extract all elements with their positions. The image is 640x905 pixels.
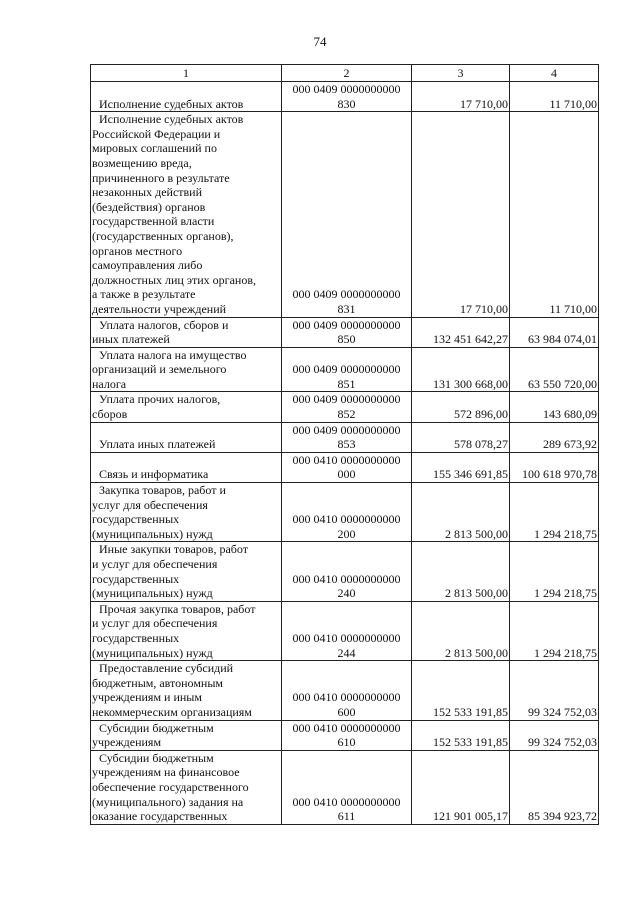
row-code-line: 000 0410 0000000000 bbox=[292, 571, 401, 586]
row-value-col4: 63 984 074,01 bbox=[510, 317, 599, 347]
table-row bbox=[91, 542, 599, 601]
row-name-line: услуг для обеспечения bbox=[92, 497, 208, 512]
row-value-col4: 85 394 923,72 bbox=[510, 750, 599, 824]
row-code-line: 610 bbox=[337, 735, 356, 750]
row-name-line: налога bbox=[92, 376, 127, 391]
table-row bbox=[91, 483, 599, 542]
table-row bbox=[91, 750, 599, 824]
column-header: 1 bbox=[91, 65, 282, 82]
row-code-cell bbox=[282, 392, 412, 422]
row-name-cell bbox=[91, 452, 282, 482]
row-name-line: иных платежей bbox=[92, 332, 170, 347]
row-name-line: Субсидии бюджетным bbox=[99, 720, 214, 735]
row-name-line: незаконных действий bbox=[92, 185, 203, 200]
row-value-col3: 17 710,00 bbox=[412, 82, 510, 112]
row-name-line: государственных bbox=[92, 630, 180, 645]
row-name-line: самоуправления либо bbox=[92, 258, 203, 273]
row-code-line: 000 0409 0000000000 bbox=[292, 317, 401, 332]
row-name-cell bbox=[91, 82, 282, 112]
row-code-line: 000 0410 0000000000 bbox=[292, 630, 401, 645]
row-name-cell bbox=[91, 112, 282, 317]
row-code-cell bbox=[282, 750, 412, 824]
row-name-line: органов местного bbox=[92, 243, 183, 258]
row-code-line: 200 bbox=[337, 526, 356, 541]
row-code-line: 830 bbox=[337, 96, 356, 111]
row-value-col4: 143 680,09 bbox=[510, 392, 599, 422]
row-name-cell bbox=[91, 661, 282, 720]
row-name-line: государственных bbox=[92, 571, 180, 586]
row-value-col3: 2 813 500,00 bbox=[412, 483, 510, 542]
table-row bbox=[91, 112, 599, 317]
row-name-cell bbox=[91, 483, 282, 542]
table-row bbox=[91, 317, 599, 347]
table-row bbox=[91, 452, 599, 482]
row-code-line: 831 bbox=[337, 301, 356, 316]
row-name-line: некоммерческим организациям bbox=[92, 704, 252, 719]
row-name-line: Субсидии бюджетным bbox=[99, 750, 214, 765]
row-code-line: 244 bbox=[337, 645, 356, 660]
row-code-line: 853 bbox=[337, 437, 356, 452]
row-name-line: бюджетным, автономным bbox=[92, 675, 223, 690]
row-name-line: деятельности учреждений bbox=[92, 301, 227, 316]
row-name-cell bbox=[91, 750, 282, 824]
row-value-col3: 152 533 191,85 bbox=[412, 661, 510, 720]
row-name-line: причиненного в результате bbox=[92, 170, 230, 185]
row-code-line: 240 bbox=[337, 586, 356, 601]
row-name-line: Исполнение судебных актов bbox=[99, 96, 244, 111]
row-name-line: Прочая закупка товаров, работ bbox=[99, 601, 256, 616]
row-name-cell bbox=[91, 347, 282, 392]
row-name-line: Предоставление субсидий bbox=[99, 661, 234, 676]
row-value-col4: 99 324 752,03 bbox=[510, 661, 599, 720]
budget-table bbox=[90, 64, 599, 825]
row-code-line: 000 0409 0000000000 bbox=[292, 422, 401, 437]
row-code-line: 000 0410 0000000000 bbox=[292, 690, 401, 705]
row-code-line: 000 0410 0000000000 bbox=[292, 512, 401, 527]
row-code-line: 000 bbox=[337, 467, 356, 482]
row-code-line: 000 0409 0000000000 bbox=[292, 362, 401, 377]
row-value-col3: 155 346 691,85 bbox=[412, 452, 510, 482]
row-value-col4: 1 294 218,75 bbox=[510, 601, 599, 660]
row-name-line: Иные закупки товаров, работ bbox=[99, 542, 248, 557]
row-code-line: 600 bbox=[337, 704, 356, 719]
table-row bbox=[91, 82, 599, 112]
row-code-cell bbox=[282, 601, 412, 660]
table-header-row bbox=[91, 65, 599, 82]
row-code-cell bbox=[282, 483, 412, 542]
row-name-line: (муниципального) задания на bbox=[92, 794, 244, 809]
row-name-line: Закупка товаров, работ и bbox=[99, 483, 226, 498]
row-name-line: учреждениям на финансовое bbox=[92, 765, 240, 780]
row-name-line: Уплата налога на имущество bbox=[99, 347, 247, 362]
row-code-cell bbox=[282, 452, 412, 482]
row-code-line: 852 bbox=[337, 407, 356, 422]
row-value-col3: 2 813 500,00 bbox=[412, 542, 510, 601]
row-name-line: (бездействия) органов bbox=[92, 199, 206, 214]
row-code-line: 000 0409 0000000000 bbox=[292, 82, 401, 96]
row-name-line: (муниципальных) нужд bbox=[92, 645, 213, 660]
row-name-line: (муниципальных) нужд bbox=[92, 526, 213, 541]
column-header: 2 bbox=[282, 65, 412, 82]
row-code-line: 851 bbox=[337, 376, 356, 391]
row-name-line: государственной власти bbox=[92, 214, 215, 229]
row-value-col4: 11 710,00 bbox=[510, 82, 599, 112]
row-name-line: мировых соглашений по bbox=[92, 141, 217, 156]
row-value-col3: 121 901 005,17 bbox=[412, 750, 510, 824]
row-name-cell bbox=[91, 392, 282, 422]
row-name-line: а также в результате bbox=[92, 287, 196, 302]
row-name-line: Уплата прочих налогов, bbox=[99, 392, 221, 407]
table-row bbox=[91, 422, 599, 452]
row-name-line: оказание государственных bbox=[92, 809, 228, 824]
page-number: 74 bbox=[313, 34, 327, 49]
table-row bbox=[91, 720, 599, 750]
row-name-cell bbox=[91, 720, 282, 750]
table-body bbox=[91, 82, 599, 825]
row-value-col3: 572 896,00 bbox=[412, 392, 510, 422]
row-name-line: учреждениям и иным bbox=[92, 690, 202, 705]
row-code-line: 611 bbox=[337, 809, 356, 824]
row-code-line: 000 0409 0000000000 bbox=[292, 392, 401, 407]
table-row bbox=[91, 347, 599, 392]
row-name-line: возмещению вреда, bbox=[92, 155, 192, 170]
row-name-cell bbox=[91, 601, 282, 660]
row-value-col3: 578 078,27 bbox=[412, 422, 510, 452]
row-value-col3: 2 813 500,00 bbox=[412, 601, 510, 660]
row-name-line: Российской Федерации и bbox=[92, 126, 221, 141]
row-value-col3: 17 710,00 bbox=[412, 112, 510, 317]
table-row bbox=[91, 392, 599, 422]
column-header: 3 bbox=[412, 65, 510, 82]
row-name-cell bbox=[91, 422, 282, 452]
row-code-line: 000 0409 0000000000 bbox=[292, 287, 401, 302]
row-name-line: обеспечение государственного bbox=[92, 779, 249, 794]
row-name-line: (государственных органов), bbox=[92, 228, 234, 243]
table-row bbox=[91, 661, 599, 720]
row-value-col4: 99 324 752,03 bbox=[510, 720, 599, 750]
row-name-line: должностных лиц этих органов, bbox=[92, 272, 256, 287]
row-name-line: Связь и информатика bbox=[99, 467, 209, 482]
row-code-cell bbox=[282, 317, 412, 347]
row-code-line: 000 0410 0000000000 bbox=[292, 720, 401, 735]
row-name-line: и услуг для обеспечения bbox=[92, 616, 218, 631]
row-code-cell bbox=[282, 422, 412, 452]
row-value-col4: 11 710,00 bbox=[510, 112, 599, 317]
row-name-line: Уплата налогов, сборов и bbox=[99, 317, 229, 332]
row-code-line: 850 bbox=[337, 332, 356, 347]
row-value-col3: 132 451 642,27 bbox=[412, 317, 510, 347]
row-code-cell bbox=[282, 542, 412, 601]
row-name-line: Уплата иных платежей bbox=[99, 437, 216, 452]
row-code-cell bbox=[282, 347, 412, 392]
row-value-col4: 63 550 720,00 bbox=[510, 347, 599, 392]
row-value-col3: 152 533 191,85 bbox=[412, 720, 510, 750]
row-code-cell bbox=[282, 720, 412, 750]
row-value-col4: 1 294 218,75 bbox=[510, 483, 599, 542]
row-name-line: Исполнение судебных актов bbox=[99, 112, 244, 127]
row-name-line: государственных bbox=[92, 512, 180, 527]
row-value-col4: 100 618 970,78 bbox=[510, 452, 599, 482]
row-name-line: учреждениям bbox=[92, 735, 162, 750]
row-code-cell bbox=[282, 112, 412, 317]
row-name-cell bbox=[91, 542, 282, 601]
row-name-line: (муниципальных) нужд bbox=[92, 586, 213, 601]
row-code-cell bbox=[282, 82, 412, 112]
column-header: 4 bbox=[510, 65, 599, 82]
row-name-cell bbox=[91, 317, 282, 347]
row-value-col4: 289 673,92 bbox=[510, 422, 599, 452]
row-code-line: 000 0410 0000000000 bbox=[292, 452, 401, 467]
row-name-line: сборов bbox=[92, 407, 128, 422]
row-name-line: организаций и земельного bbox=[92, 362, 227, 377]
row-value-col4: 1 294 218,75 bbox=[510, 542, 599, 601]
row-value-col3: 131 300 668,00 bbox=[412, 347, 510, 392]
row-code-cell bbox=[282, 661, 412, 720]
row-name-line: и услуг для обеспечения bbox=[92, 557, 218, 571]
row-code-line: 000 0410 0000000000 bbox=[292, 794, 401, 809]
table-row bbox=[91, 601, 599, 660]
